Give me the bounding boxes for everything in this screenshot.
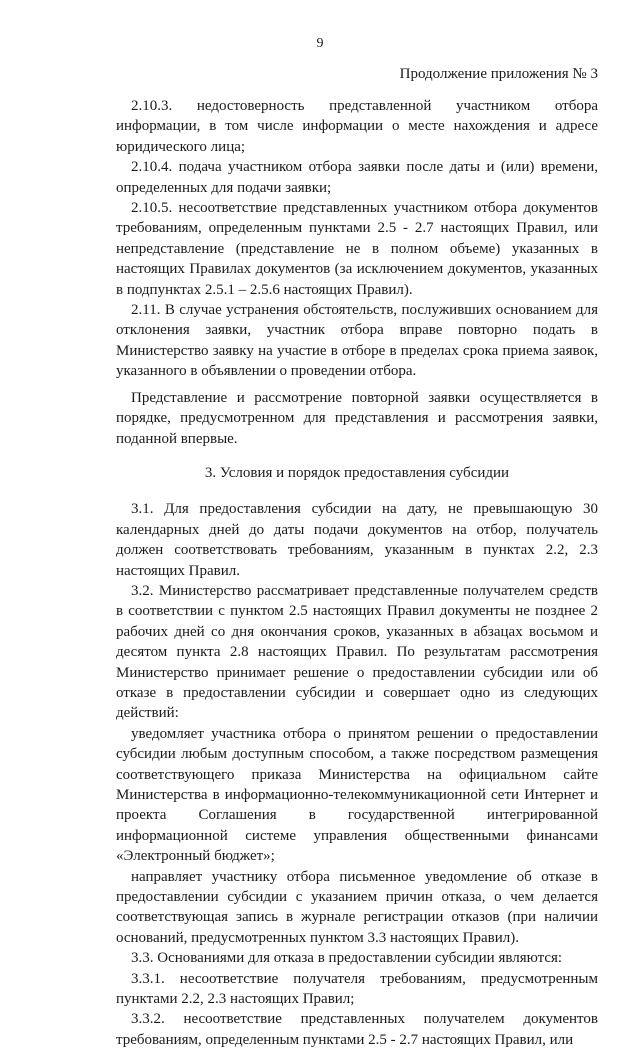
- clause-2-11: 2.11. В случае устранения обстоятельств, послуживших основанием для отклонения заявки, участник отбора вправе повторно подать в Министерство заявку на участие в отборе в пределах срока приема заявок, указанного в объявлении о проведении отбора.: [116, 302, 598, 380]
- clause-3-1: 3.1. Для предоставления субсидии на дату, не превышающую 30 календарных дней до даты подачи документов на отбор, получатель должен соответствовать требованиям, указанным в пунктах 2.2, 2.3 настоящих Правил.: [116, 501, 598, 579]
- appendix-continuation-label: Продолжение приложения № 3: [399, 66, 598, 82]
- notify-paragraph: уведомляет участника отбора о принятом решении о предоставлении субсидии любым доступным способом, а также посредством размещения соответствующего приказа Министерства на официальном сайте Министерства в информационно-телекоммуникационной сети Интернет и проекта Соглашения в государственной интегрированной информационной системе управления общественными финансами «Электронный бюджет»;: [116, 725, 598, 865]
- clause-3-3-2: 3.3.2. несоответствие представленных получателем документов требованиям, определенным пунктами 2.5 - 2.7 настоящих Правил, или: [116, 1011, 598, 1048]
- document-body: [116, 96, 598, 1050]
- resubmission-paragraph: Представление и рассмотрение повторной заявки осуществляется в порядке, предусмотренном для представления и рассмотрения заявки, поданной впервые.: [116, 389, 598, 447]
- clause-2-10-3: 2.10.3. недостоверность представленной участником отбора информации, в том числе информации о месте нахождения и адресе юридического лица;: [116, 98, 598, 155]
- clause-3-2: 3.2. Министерство рассматривает представленные получателем средств в соответствии с пунктом 2.5 настоящих Правил документы не позднее 2 рабочих дней со дня окончания сроков, указанных в абзацах восьмом и десятом пункта 2.8 настоящих Правил. По результатам рассмотрения Министерство принимает решение о предоставлении субсидии или об отказе в предоставлении субсидии и совершает одно из следующих действий:: [116, 582, 598, 722]
- clause-2-10-5: 2.10.5. несоответствие представленных участником отбора документов требованиям, определенным пунктами 2.5 - 2.7 настоящих Правил, или непредставление (представление не в полном объеме) указанных в настоящих Правилах документов (за исключением документов, указанных в подпунктах 2.5.1 – 2.5.6 настоящих Правил).: [116, 200, 598, 298]
- page-number: 9: [316, 36, 324, 51]
- clause-3-3-1: 3.3.1. несоответствие получателя требованиям, предусмотренным пунктами 2.2, 2.3 настоящих Правил;: [116, 970, 598, 1008]
- section-heading: 3. Условия и порядок предоставления субсидии: [204, 464, 510, 481]
- refusal-paragraph: направляет участнику отбора письменное уведомление об отказе в предоставлении субсидии с указанием причин отказа, о чем делается соответствующая запись в журнале регистрации отказов (при наличии оснований, предусмотренных пунктом 3.3 настоящих Правил).: [116, 868, 598, 946]
- clause-3-3: 3.3. Основаниями для отказа в предоставлении субсидии являются:: [131, 950, 563, 967]
- clause-2-10-4: 2.10.4. подача участником отбора заявки после даты и (или) времени, определенных для подачи заявки;: [116, 159, 598, 196]
